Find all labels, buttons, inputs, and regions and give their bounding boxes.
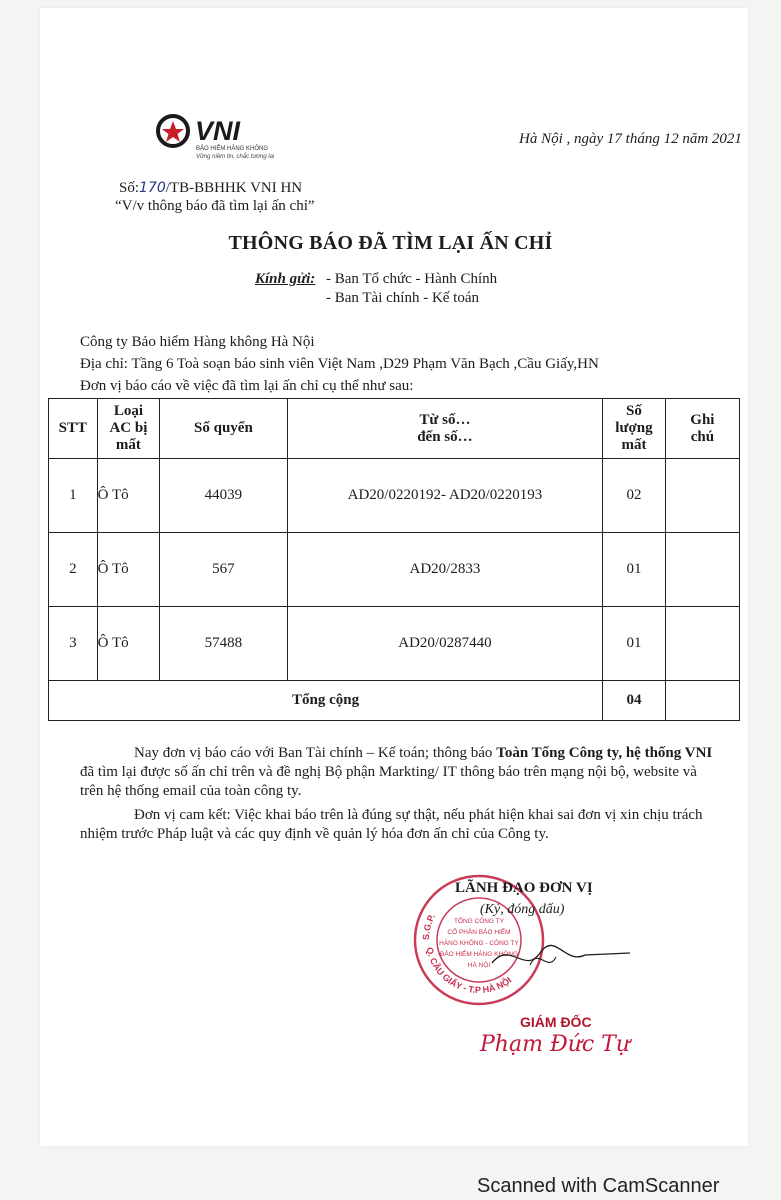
header-range [287, 399, 602, 459]
recipient-line-2: - Ban Tài chính - Kế toán [326, 290, 480, 306]
table-header-row [49, 399, 740, 459]
body-paragraph-2 [80, 806, 720, 844]
lost-documents-table [48, 398, 740, 721]
header-loai-3: mất [115, 437, 141, 453]
cell-so-quyen: 57488 [160, 607, 288, 681]
cell-loai: Ô Tô [97, 459, 159, 533]
header-so-quyen: Số quyển [160, 399, 288, 459]
header-so-luong-1: Số [626, 403, 642, 419]
cell-so-luong: 01 [603, 607, 666, 681]
header-loai-1: Loại [113, 403, 143, 419]
stamp-line-4: BẢO HIỂM HÀNG KHÔNG [439, 951, 519, 958]
p2-text: Đơn vị cam kết: Việc khai báo trên là đúng sự thật, nếu phát hiện khai sai đơn vị xin chịu trách nhiệm trước Pháp luật và các quy định về quản lý hóa đơn ấn chỉ của Công ty. [80, 807, 703, 842]
stamp-line-1: TỔNG CÔNG TY [453, 918, 505, 925]
stamp-line-5: HÀ NỘI [467, 962, 491, 969]
cell-loai: Ô Tô [97, 607, 159, 681]
header-so-luong-3: mất [621, 437, 647, 453]
cell-ghi-chu [665, 607, 739, 681]
document-number [119, 180, 302, 197]
cell-ghi-chu [665, 533, 739, 607]
signature-scribble [490, 935, 640, 980]
signatory-title: LÃNH ĐẠO ĐƠN VỊ [455, 880, 593, 896]
header-ghi-chu [665, 399, 739, 459]
scanner-watermark: Scanned with CamScanner [477, 1175, 720, 1197]
director-position: GIÁM ĐỐC [520, 1014, 592, 1030]
cell-stt: 2 [49, 533, 98, 607]
header-ghi-chu-1: Ghi [690, 411, 715, 428]
recipient-line-1: - Ban Tổ chức - Hành Chính [326, 271, 498, 287]
company-address: Địa chỉ: Tầng 6 Toà soạn báo sinh viên Việt Nam ,D29 Phạm Văn Bạch ,Cầu Giấy,HN [80, 356, 599, 372]
cell-range: AD20/0220192- AD20/0220193 [287, 459, 602, 533]
header-loai-2: AC bị [109, 420, 148, 436]
recipients-label: Kính gửi: [255, 271, 316, 287]
report-intro: Đơn vị báo cáo về việc đã tìm lại ấn chỉ cụ thể như sau: [80, 378, 414, 394]
cell-so-quyen: 567 [160, 533, 288, 607]
logo-subtext: BẢO HIỂM HÀNG KHÔNG [196, 146, 269, 152]
p1-part-a: Nay đơn vị báo cáo với Ban Tài chính – Kế toán; thông báo [134, 745, 497, 761]
cell-loai: Ô Tô [97, 533, 159, 607]
svg-text:S.G.P. [421, 912, 437, 940]
body-paragraph-1 [80, 744, 720, 801]
cell-range: AD20/2833 [287, 533, 602, 607]
header-so-luong-2: lượng [615, 420, 653, 436]
stamp-line-2: CỔ PHẦN BẢO HIỂM [447, 929, 511, 936]
cell-so-luong: 01 [603, 533, 666, 607]
header-range-1: Từ số… [419, 411, 471, 428]
table-row [49, 459, 740, 533]
total-ghi-chu [665, 681, 739, 721]
header-range-2: đến số… [417, 428, 473, 445]
stamp-line-3: HÀNG KHÔNG - CÔNG TY [439, 940, 519, 947]
table-row [49, 607, 740, 681]
company-name: Công ty Bảo hiểm Hàng không Hà Nội [80, 334, 315, 350]
stamp-ring-top: S.G.P. [420, 911, 438, 941]
stamp-ring-bottom: Q. CẦU GIẤY - T.P HÀ NỘI [424, 946, 514, 996]
header-ghi-chu-2: chú [690, 428, 715, 445]
total-value: 04 [603, 681, 666, 721]
cell-stt: 3 [49, 607, 98, 681]
logo-slogan: Vững niềm tin, chắc tương lai [196, 154, 275, 160]
document-subject: “V/v thông báo đã tìm lại ấn chỉ” [115, 198, 315, 214]
table-total-row [49, 681, 740, 721]
doc-no-prefix: Số: [119, 180, 140, 196]
cell-range: AD20/0287440 [287, 607, 602, 681]
signatory-note: (Ký, đóng dấu) [480, 902, 565, 917]
document-title: THÔNG BÁO ĐÃ TÌM LẠI ẤN CHỈ [228, 232, 553, 254]
cell-so-luong: 02 [603, 459, 666, 533]
header-loai [97, 399, 159, 459]
logo-text: VNI [195, 116, 241, 146]
header-so-luong [603, 399, 666, 459]
cell-so-quyen: 44039 [160, 459, 288, 533]
p1-part-b: Toàn Tổng Công ty, hệ thống VNI [496, 745, 713, 761]
header-stt: STT [49, 399, 98, 459]
director-name: Phạm Đức Tự [480, 1032, 631, 1057]
total-label: Tổng cộng [49, 681, 603, 721]
location-date: Hà Nội , ngày 17 tháng 12 năm 2021 [519, 131, 742, 147]
doc-no-handwritten: 170 [139, 180, 166, 196]
p1-part-c: đã tìm lại được số ấn chỉ trên và đề nghị Bộ phận Markting/ IT thông báo trên mạng nội bộ, website và trên hệ thống email của toàn công ty. [80, 764, 697, 799]
cell-ghi-chu [665, 459, 739, 533]
doc-no-suffix: /TB-BBHHK VNI HN [165, 180, 303, 196]
table-row [49, 533, 740, 607]
cell-stt: 1 [49, 459, 98, 533]
